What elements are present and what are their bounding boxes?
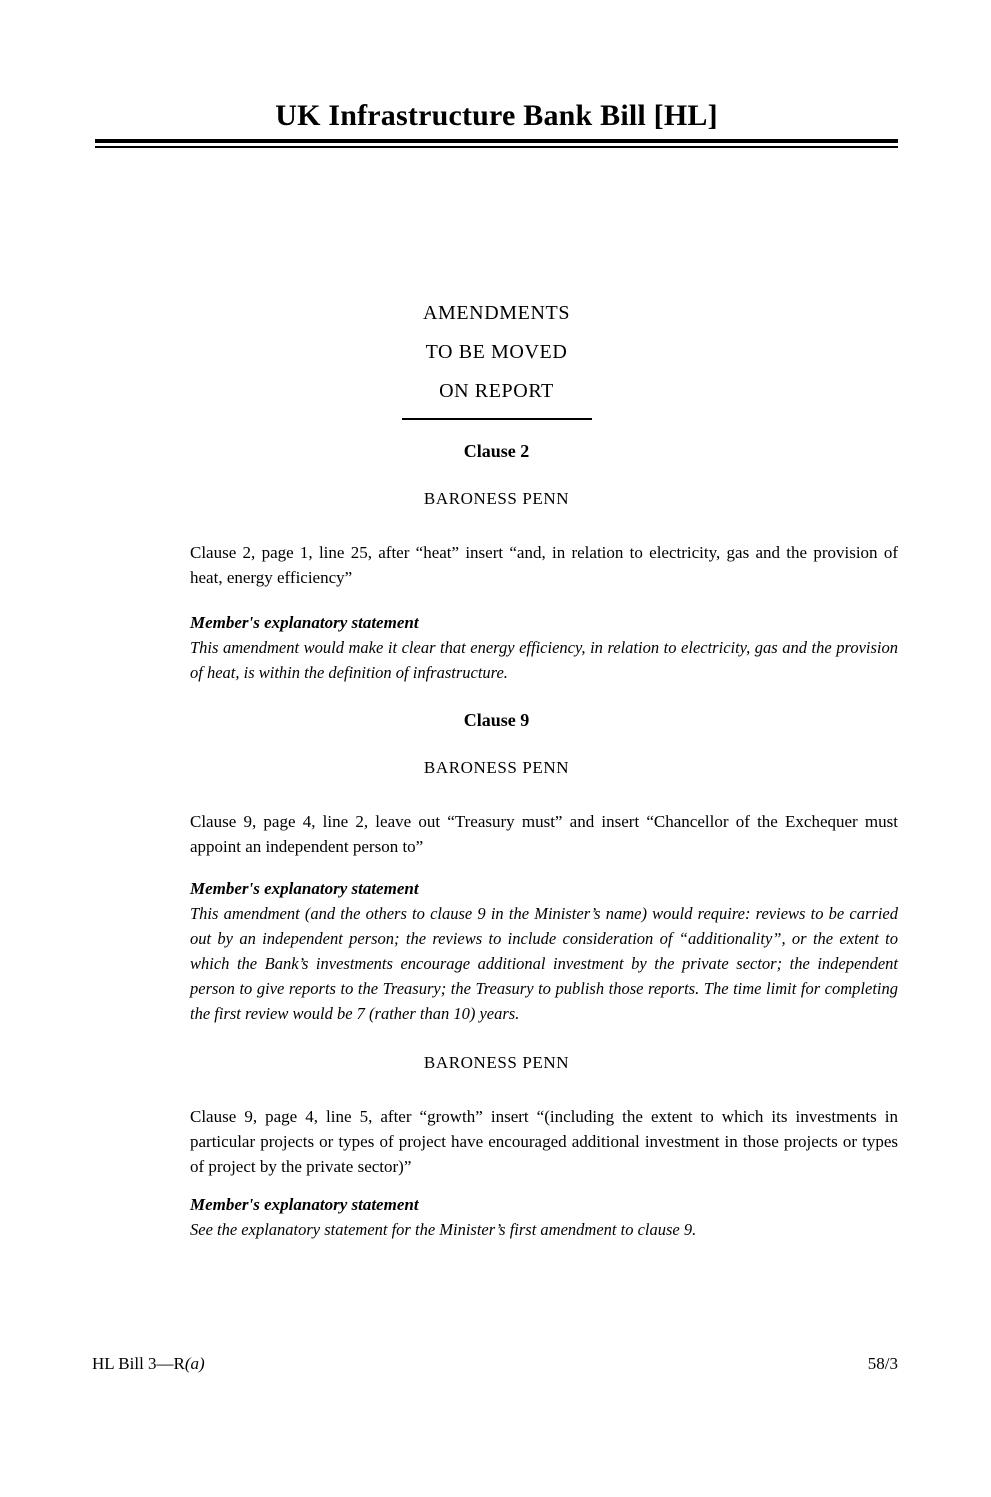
- explanatory-statement-text: This amendment would make it clear that energy efficiency, in relation to electricity, gas and the provision of heat, is within the definition of infrastructure.: [190, 638, 898, 682]
- explanatory-statement-heading: Member's explanatory statement: [190, 1195, 419, 1214]
- explanatory-statement-heading: Member's explanatory statement: [190, 613, 419, 632]
- page-title: UK Infrastructure Bank Bill [HL]: [275, 99, 718, 132]
- explanatory-statement-text: See the explanatory statement for the Minister’s first amendment to clause 9.: [190, 1220, 697, 1239]
- amendment-mover: BARONESS PENN: [423, 758, 570, 777]
- bill-reference-suffix: (a): [184, 1354, 205, 1373]
- clause-heading-clause-2: Clause 2: [463, 441, 530, 461]
- notice-rule: [402, 418, 592, 420]
- explanatory-statement-text: This amendment (and the others to clause 9 in the Minister’s name) would require: reviews to be carried out by an independent person; the reviews to include consideration of “additionality”, or the extent to which the Bank’s investments encourage additional investment by the private sector; the independent person to give reports to the Treasury; the Treasury to publish those reports. The time limit for completing the first review would be 7 (rather than 10) years.: [190, 904, 898, 1023]
- notice-line: TO BE MOVED: [425, 341, 568, 363]
- page-reference: 58/3: [867, 1354, 898, 1373]
- notice-line: ON REPORT: [439, 380, 554, 402]
- bill-reference-main: HL Bill 3—R: [92, 1354, 185, 1373]
- amendment-text: Clause 2, page 1, line 25, after “heat” insert “and, in relation to electricity, gas and the provision of heat, energy efficiency”: [190, 543, 898, 587]
- document-page: [0, 96, 991, 1497]
- title-double-rule: [95, 139, 898, 148]
- clause-heading-clause-9: Clause 9: [463, 710, 530, 730]
- notice-block: [95, 294, 898, 411]
- amendment-text: Clause 9, page 4, line 5, after “growth” insert “(including the extent to which its investments in particular projects or types of project have encouraged additional investment in those projects or types of project by the private sector)”: [190, 1107, 898, 1176]
- explanatory-statement-heading: Member's explanatory statement: [190, 879, 419, 898]
- bill-reference: [92, 1354, 205, 1374]
- notice-line: AMENDMENTS: [422, 302, 571, 324]
- amendment-mover: BARONESS PENN: [423, 489, 570, 508]
- page-footer: [92, 1354, 898, 1374]
- amendment-mover: BARONESS PENN: [423, 1053, 570, 1072]
- amendment-text: Clause 9, page 4, line 2, leave out “Treasury must” and insert “Chancellor of the Exchequer must appoint an independent person to”: [190, 812, 898, 856]
